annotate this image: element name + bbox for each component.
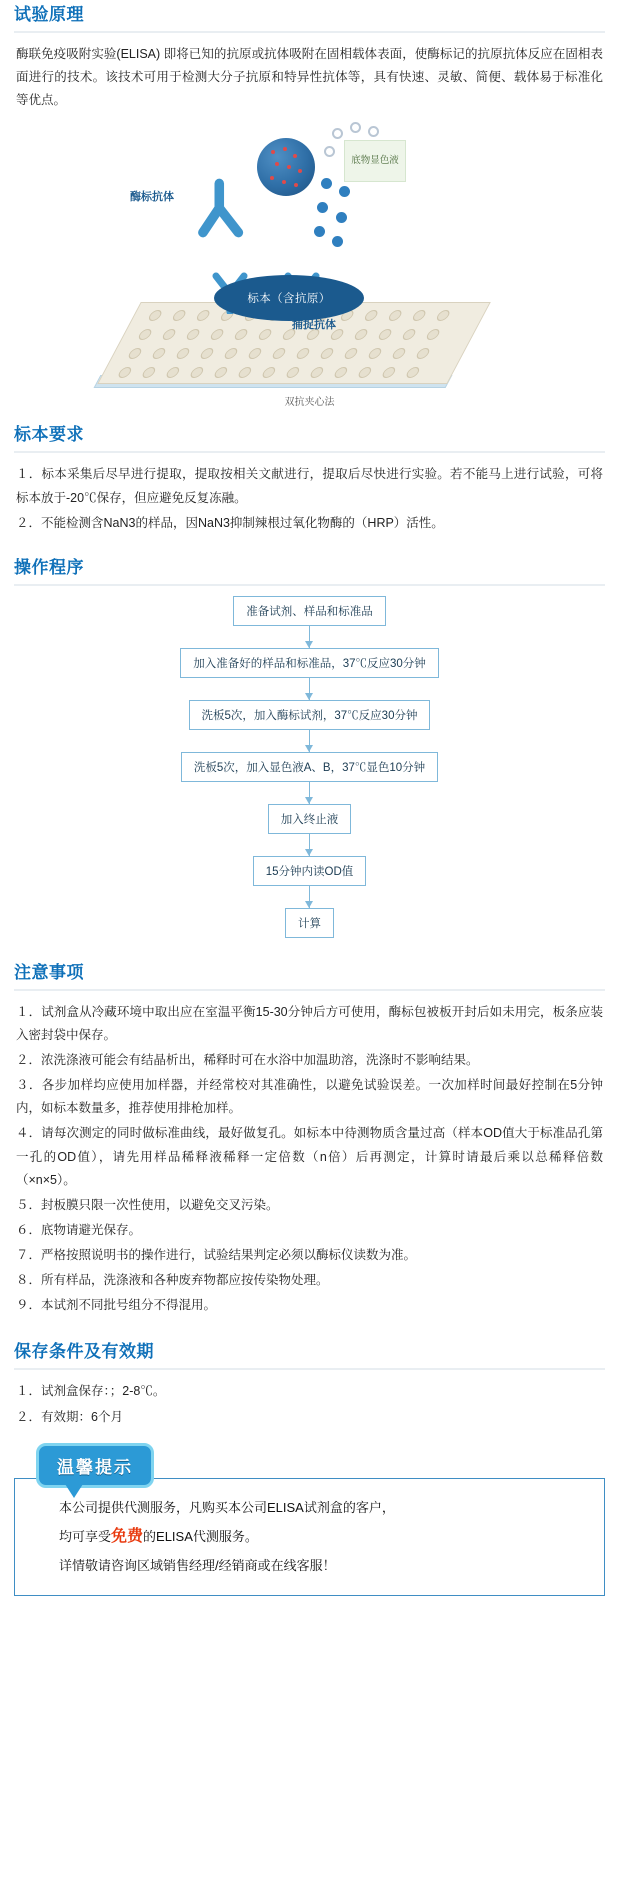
well [161,329,178,340]
colored-product-dot-icon [336,212,347,223]
flow-arrow-icon [309,782,310,804]
principle-body: 酶联免疫吸附实验(ELISA) 即将已知的抗原或抗体吸附在固相载体表面，使酶标记的抗原抗体反应在固相表面进行的技术。该技术可用于检测大分子抗原和特异性抗体等，具有快速、灵敏、简便、载体易于标准化等优点。 [16,47,603,108]
well [185,329,202,340]
substrate-ring-icon [332,128,343,139]
well [363,310,380,321]
storage-item: １．试剂盒保存：；2-8℃。 [16,1384,166,1399]
colored-product-dot-icon [317,202,328,213]
substrate-ring-icon [324,146,335,157]
tip-line-2-pre: 均可享受 [59,1528,112,1544]
well [284,367,301,378]
well [212,367,229,378]
specimen-label: 标本（含抗原） [214,275,364,321]
well [260,367,277,378]
flow-arrow-icon [309,678,310,700]
colored-product-dot-icon [314,226,325,237]
section-title-storage: 保存条件及有效期 [14,1342,154,1362]
well [435,310,452,321]
well [391,348,408,359]
well [319,348,336,359]
well [188,367,205,378]
flow-step: 准备试剂、样品和标准品 [233,596,386,626]
procedure-flowchart [14,596,605,938]
well [271,348,288,359]
section-title-principle: 试验原理 [14,5,84,24]
specimen-item: ２．不能检测含NaN3的样品，因NaN3抑制辣根过氧化物酶的（HRP）活性。 [16,515,444,530]
flow-step: 洗板5次，加入酶标试剂，37℃反应30分钟 [189,700,431,730]
substrate-ring-icon [350,122,361,133]
colored-product-dot-icon [321,178,332,189]
flow-arrow-icon [309,626,310,648]
well [223,348,240,359]
capture-antibody-label: 捕捉抗体 [292,319,336,332]
well [209,329,226,340]
flow-step: 15分钟内读OD值 [253,856,367,886]
well [367,348,384,359]
well [425,329,442,340]
well [387,310,404,321]
enzyme-antibody-icon [192,178,252,238]
well [257,329,274,340]
tip-line-3: 详情敬请咨询区域销售经理/经销商或在线客服！ [59,1557,336,1573]
section-title-procedure: 操作程序 [14,557,84,577]
note-item: ８．所有样品，洗涤液和各种废弃物都应按传染物处理。 [16,1273,329,1288]
well-row [127,348,463,359]
substrate-ring-icon [368,126,379,137]
flow-step: 洗板5次，加入显色液A、B，37℃显色10分钟 [181,752,438,782]
well [332,367,349,378]
well [411,310,428,321]
note-item: ６．底物请避光保存。 [16,1222,142,1237]
flow-arrow-icon [309,730,310,752]
enzyme-antibody-label: 酶标抗体 [130,191,174,204]
tip-line-1: 本公司提供代测服务，凡购买本公司ELISA试剂盒的客户， [59,1499,395,1515]
antigen-sphere-icon [257,138,315,196]
well [308,367,325,378]
divider-storage [14,1368,605,1370]
divider-specimen [14,451,605,453]
section-title-notes: 注意事项 [14,962,84,982]
storage-item: ２．有效期：6个月 [16,1409,123,1424]
divider-procedure [14,584,605,586]
well [164,367,181,378]
well [171,310,188,321]
specimen-item: １．标本采集后尽早进行提取，提取按相关文献进行，提取后尽快进行实验。若不能马上进行试验，可将标本放于-20℃保存，但应避免反复冻融。 [16,467,603,505]
well [343,348,360,359]
divider-principle [14,31,605,33]
well [236,367,253,378]
divider-notes [14,989,605,991]
tip-line-2-post: 的ELISA代测服务。 [143,1528,258,1544]
tip-free-highlight: 免费 [111,1527,144,1545]
well [199,348,216,359]
well [404,367,421,378]
well [377,329,394,340]
flow-step: 加入终止液 [268,804,352,834]
tip-badge: 温馨提示 [36,1443,154,1488]
note-item: ９．本试剂不同批号组分不得混用。 [16,1298,217,1313]
illustration-caption: 双抗夹心法 [284,397,335,409]
note-item: ５．封板膜只限一次性使用，以避免交叉污染。 [16,1197,279,1212]
note-item: １．试剂盒从冷藏环境中取出应在室温平衡15-30分钟后方可使用，酶标包被板开封后如未用完，板条应装入密封袋中保存。 [16,1004,603,1042]
well [295,348,312,359]
well [247,348,264,359]
flow-step: 计算 [285,908,334,938]
colored-product-dot-icon [339,186,350,197]
note-item: ３．各步加样均应使用加样器，并经常校对其准确性，以避免试验误差。一次加样时间最好控制在5分钟内，如标本数量多，推荐使用排枪加样。 [16,1078,603,1116]
well [380,367,397,378]
well [353,329,370,340]
section-title-specimen: 标本要求 [14,425,84,445]
substrate-label: 底物显色液 [344,140,406,182]
tip-content [14,1478,605,1596]
well [356,367,373,378]
flow-arrow-icon [309,834,310,856]
tip-banner [14,1443,605,1596]
elisa-illustration [14,120,605,410]
well [401,329,418,340]
note-item: ２．浓洗涤液可能会有结晶析出，稀释时可在水浴中加温助溶，洗涤时不影响结果。 [16,1053,479,1067]
well [140,367,157,378]
well [233,329,250,340]
note-item: ４．请每次测定的同时做标准曲线，最好做复孔。如标本中待测物质含量过高（样本OD值大于标准品孔第一孔的OD值），请先用样品稀释液稀释一定倍数（n倍）后再测定，计算时请最后乘以总稀释倍数（×n×5）。 [16,1126,603,1187]
colored-product-dot-icon [332,236,343,247]
well [175,348,192,359]
well [151,348,168,359]
tip-line-2 [59,1521,586,1553]
well-row [116,367,452,378]
well [415,348,432,359]
note-item: ７．严格按照说明书的操作进行，试验结果判定必须以酶标仪读数为准。 [16,1248,417,1262]
flow-step: 加入准备好的样品和标准品，37℃反应30分钟 [180,648,439,678]
flow-arrow-icon [309,886,310,908]
